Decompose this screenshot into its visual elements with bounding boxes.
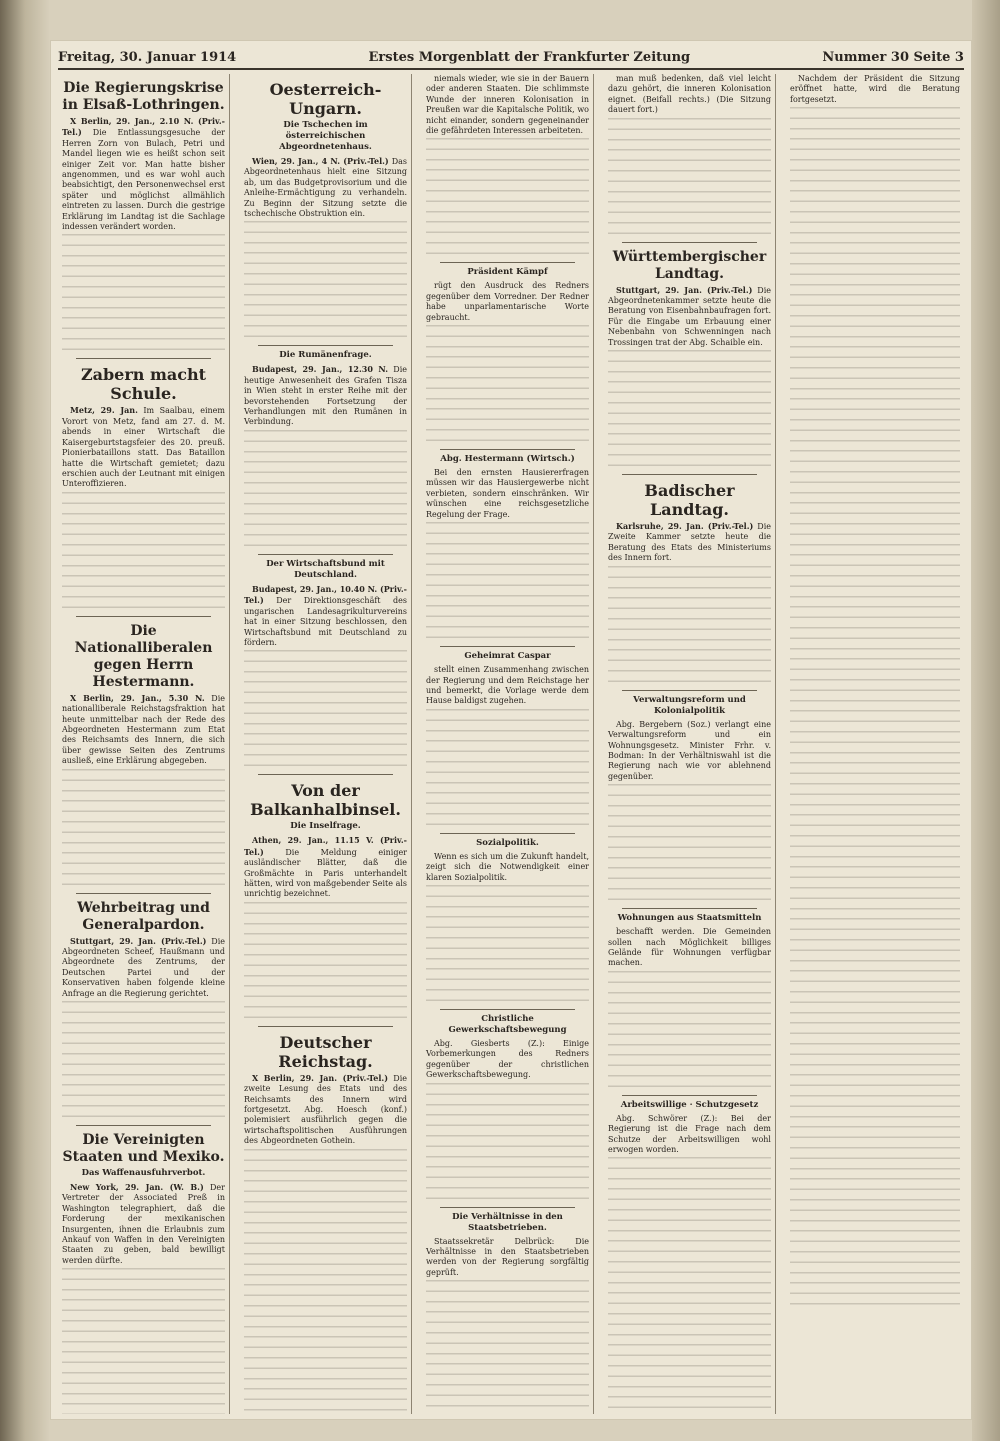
column-5: [786, 74, 964, 1414]
article-text: Abg. Giesberts (Z.): Einige Vorbemerkungen des Redners gegenüber der christlichen Gewerkschaftsbewegung.: [426, 1038, 589, 1080]
article-body: [426, 74, 589, 136]
text-lines: [426, 885, 589, 1005]
text-lines: [426, 325, 589, 445]
text-lines: [790, 107, 960, 1307]
article-body: [426, 665, 589, 707]
text-lines: [426, 1280, 589, 1414]
article-subheading: Das Waffenausfuhrverbot.: [81, 1168, 206, 1178]
article-heading: Wehrbeitrag und Generalpardon.: [77, 899, 210, 933]
article-text: Die nationalliberale Reichstagsfraktion hat heute unmittelbar nach der Rede des Abgeordneten Hestermann zum Etat des Reichsamts des Innern, die sich über gewisse Seiten des Zentrums ausließ, eine Erklärung abgegeben.: [62, 693, 225, 766]
article-dateline: Stuttgart, 29. Jan. (Priv.-Tel.): [616, 284, 753, 295]
section-rule: [258, 554, 393, 555]
article-text: rügt den Ausdruck des Redners gegenüber dem Vorredner. Der Redner habe unparlamentarische Worte gebraucht.: [426, 281, 589, 322]
article-subheading: Geheimrat Caspar: [464, 651, 551, 662]
article-subheading: Abg. Hestermann (Wirtsch.): [440, 454, 575, 465]
article-heading: Zabern macht Schule.: [80, 365, 207, 404]
article-subheading: Präsident Kämpf: [467, 267, 548, 278]
article-text: Die Abgeordneten Scheef, Haußmann und Abgeordnete des Zentrums, der Deutschen Partei und der Konservativen haben folgende kleine Anfrage an die Regierung gerichtet.: [62, 936, 225, 998]
article-body: [426, 852, 589, 883]
article-heading: Die Nationalliberalen gegen Herrn Hestermann.: [74, 622, 213, 690]
section-rule: [622, 908, 757, 909]
article-subheading: Arbeitswillige · Schutzgesetz: [620, 1099, 759, 1110]
section-rule: [440, 646, 575, 647]
columns: [58, 74, 964, 1414]
article-dateline: Stuttgart, 29. Jan. (Priv.-Tel.): [70, 935, 207, 946]
section-rule: [622, 690, 757, 691]
text-lines: [244, 430, 407, 550]
binding-edge: [0, 0, 50, 1441]
masthead-title: Erstes Morgenblatt der Frankfurter Zeitung: [368, 49, 691, 65]
article-subheading: Christliche Gewerkschaftsbewegung: [448, 1013, 567, 1035]
article-heading: Deutscher Reichstag.: [278, 1032, 373, 1071]
section-rule: [258, 345, 393, 346]
text-lines: [426, 138, 589, 258]
article-body: [62, 693, 225, 767]
newspaper-page: [50, 40, 972, 1420]
article-body: [244, 1073, 407, 1147]
section-rule: [76, 616, 211, 617]
section-rule: [258, 1026, 393, 1027]
section-rule: [76, 358, 211, 359]
article-body: [426, 1039, 589, 1081]
article-body: [608, 74, 771, 116]
column-4: [604, 74, 776, 1414]
section-rule: [76, 893, 211, 894]
article-text: Die Meldung einiger ausländischer Blätter, daß die Großmächte in Paris unterhandelt hätten, wird von maßgebender Seite als unrichtig bezeichnet.: [244, 847, 408, 899]
section-rule: [440, 262, 575, 263]
article-dateline: Budapest, 29. Jan., 10.40 N. (Priv.-Tel.): [244, 583, 407, 606]
text-lines: [244, 1149, 407, 1414]
article-text: Im Saalbau, einem Vorort von Metz, fand am 27. d. M. abends in einer Wirtschaft die Kaisergeburtstagsfeier des 20. preuß. Pionierbataillons statt. Das Bataillon hatte die Wirtschaft gemietet; dazu erschien auch der Leutnant mit einigen Unteroffizieren.: [62, 406, 225, 489]
article-text: Wenn es sich um die Zukunft handelt, zeigt sich die Notwendigkeit einer klaren Sozialpolitik.: [426, 851, 589, 882]
text-lines: [608, 1157, 771, 1414]
section-rule: [622, 474, 757, 475]
text-lines: [608, 566, 771, 686]
text-lines: [244, 221, 407, 341]
article-text: Nachdem der Präsident die Sitzung eröffnet hatte, wird die Beratung fortgesetzt.: [790, 74, 960, 104]
article-body: [608, 927, 771, 969]
text-lines: [608, 118, 771, 238]
article-body: [426, 1237, 589, 1279]
column-2: [240, 74, 412, 1414]
article-body: [62, 116, 225, 232]
article-body: [608, 521, 771, 564]
text-lines: [608, 784, 771, 904]
article-dateline: X Berlin, 29. Jan., 2.10 N. (Priv.-Tel.): [62, 116, 225, 138]
text-lines: [608, 971, 771, 1091]
text-lines: [62, 492, 225, 612]
article-body: [244, 584, 407, 648]
masthead-date: Freitag, 30. Januar 1914: [58, 49, 237, 65]
article-text: beschafft werden. Die Gemeinden sollen nach Möglichkeit billiges Gelände für Wohnungen verfügbar machen.: [608, 927, 771, 968]
article-dateline: Metz, 29. Jan.: [70, 405, 138, 416]
article-text: man muß bedenken, daß viel leicht dazu gehört, die inneren Kolonisation eignet. (Beifall rechts.) (Die Sitzung dauert fort.): [608, 74, 771, 115]
text-lines: [426, 522, 589, 642]
section-rule: [440, 833, 575, 834]
article-text: stellt einen Zusammenhang zwischen der Regierung und dem Reichstage her und bemerkt, die Vorlage werde dem Hause baldigst zugehen.: [426, 665, 589, 706]
text-lines: [244, 902, 407, 1022]
article-subheading: Verwaltungsreform und Kolonialpolitik: [633, 694, 746, 716]
article-body: [244, 156, 407, 219]
article-body: [426, 281, 589, 323]
article-subheading: Der Wirtschaftsbund mit Deutschland.: [266, 558, 385, 580]
section-rule: [622, 242, 757, 243]
article-subheading: Sozialpolitik.: [476, 837, 539, 848]
article-heading: Badischer Landtag.: [644, 481, 735, 520]
article-subheading: Die Verhältnisse in den Staatsbetrieben.: [452, 1211, 563, 1233]
article-body: [244, 364, 407, 427]
article-body: [608, 285, 771, 348]
masthead: [58, 46, 964, 70]
text-lines: [608, 350, 771, 470]
article-body: [608, 720, 771, 782]
article-text: niemals wieder, wie sie in der Bauern oder anderen Staaten. Die schlimmste Wunde der inneren Kolonisation in Preußen war die Kapitalsche Politik, wo nicht einander, sondern gegeneinander die gefährdeten Interessen arbeiteten.: [426, 74, 589, 136]
article-heading: Württembergischer Landtag.: [612, 248, 767, 282]
text-lines: [62, 1001, 225, 1121]
article-heading: Die Vereinigten Staaten und Mexiko.: [62, 1132, 225, 1165]
article-text: Der Vertreter der Associated Preß in Washington telegraphiert, daß die Forderung der mexikanischen Insurgenten, ihnen die Erlaubnis zum Ankauf von Waffen in den Vereinigten Staaten zu geben, bald bewilligt werden dürfte.: [62, 1183, 225, 1265]
article-text: Die heutige Anwesenheit des Grafen Tisza in Wien steht in erster Reihe mit der bevorstehenden Fortsetzung der Verhandlungen mit den Rumänen in Verbindung.: [244, 365, 407, 427]
section-rule: [440, 449, 575, 450]
article-heading: Oesterreich-Ungarn.: [269, 80, 382, 118]
article-text: Abg. Schwörer (Z.): Bei der Regierung ist die Frage nach dem Schutze der Arbeitswilligen wohl erwogen worden.: [608, 1113, 771, 1154]
text-lines: [62, 769, 225, 889]
section-rule: [76, 1125, 211, 1126]
article-body: [426, 468, 589, 520]
article-body: [62, 1182, 225, 1266]
article-text: Die zweite Lesung des Etats und des Reichsamts des Innern wird fortgesetzt. Abg. Hoesch (konf.) polemisiert ausführlich gegen die wirtschaftspolitischen Ausführungen des Abgeordneten Gothein.: [244, 1073, 407, 1146]
column-1: [58, 74, 230, 1414]
text-lines: [62, 1268, 225, 1414]
article-text: Abg. Bergebern (Soz.) verlangt eine Verwaltungsreform und ein Wohnungsgesetz. Minister Frhr. v. Bodman: In der Verhältniswahl ist die Regierung nach wie vor ablehnend gegenüber.: [608, 719, 771, 781]
article-dateline: Athen, 29. Jan., 11.15 V. (Priv.-Tel.): [244, 835, 407, 857]
article-subheading: Die Rumänenfrage.: [279, 350, 372, 361]
article-body: [790, 74, 960, 105]
section-rule: [440, 1207, 575, 1208]
text-lines: [426, 709, 589, 829]
article-dateline: New York, 29. Jan. (W. B.): [70, 1182, 204, 1192]
article-dateline: X Berlin, 29. Jan., 5.30 N.: [70, 692, 205, 703]
masthead-number: Nummer 30 Seite 3: [822, 49, 964, 65]
article-dateline: Budapest, 29. Jan., 12.30 N.: [252, 364, 388, 375]
page-stack-edge: [972, 0, 1000, 1441]
article-heading: Von der Balkanhalbinsel.: [250, 781, 401, 820]
column-3: [422, 74, 594, 1414]
article-dateline: X Berlin, 29. Jan. (Priv.-Tel.): [252, 1072, 388, 1083]
article-body: [62, 405, 225, 489]
article-subheading: Die Tschechen im österreichischen Abgeordnetenhaus.: [279, 120, 372, 152]
article-text: Die Entlassungsgesuche der Herren Zorn von Bulach, Petri und Mandel liegen wie es heißt schon seit einiger Zeit vor. Man hatte bisher angenommen, und es war wohl auch beabsichtigt, den Personenwechsel erst später und möglichst allmählich eintreten zu lassen. Durch die gestrige Erklärung im Landtag ist die Sachlage indessen verändert worden.: [62, 128, 226, 232]
article-body: [244, 835, 407, 899]
article-subheading: Die Inselfrage.: [290, 821, 361, 832]
section-rule: [258, 774, 393, 775]
article-text: Die Abgeordnetenkammer setzte heute die Beratung von Eisenbahnbaufragen fort. Für die Eingabe um Erbauung einer Nebenbahn von Schwenningen nach Trossingen trat der Abg. Schaible ein.: [608, 285, 771, 347]
article-subheading: Wohnungen aus Staatsmitteln: [617, 913, 762, 924]
text-lines: [426, 1083, 589, 1203]
article-text: Bei den ernsten Hausiererfragen müssen wir das Hausiergewerbe nicht verbieten, sondern einschränken. Wir wünschen eine reichsgesetzliche Regelung der Frage.: [426, 468, 589, 519]
article-text: Die Zweite Kammer setzte heute die Beratung des Etats des Ministeriums des Innern fort.: [608, 522, 772, 563]
article-text: Staatssekretär Delbrück: Die Verhältnisse in den Staatsbetrieben werden von der Regierung sorgfältig geprüft.: [426, 1236, 589, 1277]
text-lines: [244, 650, 407, 770]
section-rule: [622, 1095, 757, 1096]
article-body: [608, 1114, 771, 1156]
text-lines: [62, 234, 225, 354]
article-heading: Die Regierungskrise in Elsaß-Lothringen.: [62, 80, 225, 113]
article-dateline: Wien, 29. Jan., 4 N. (Priv.-Tel.): [252, 156, 389, 166]
article-text: Der Direktionsgeschäft des ungarischen Landesagrikulturvereins hat in einer Sitzung beschlossen, den Wirtschaftsbund mit Deutschland zu fördern.: [244, 596, 407, 647]
article-dateline: Karlsruhe, 29. Jan. (Priv.-Tel.): [616, 521, 754, 532]
article-body: [62, 936, 225, 999]
section-rule: [440, 1009, 575, 1010]
article-text: Das Abgeordnetenhaus hielt eine Sitzung ab, um das Budgetprovisorium und die Anleihe-Ermächtigung zu verhandeln. Zu Beginn der Sitzung setzte die tschechische Obstruktion ein.: [244, 157, 407, 219]
